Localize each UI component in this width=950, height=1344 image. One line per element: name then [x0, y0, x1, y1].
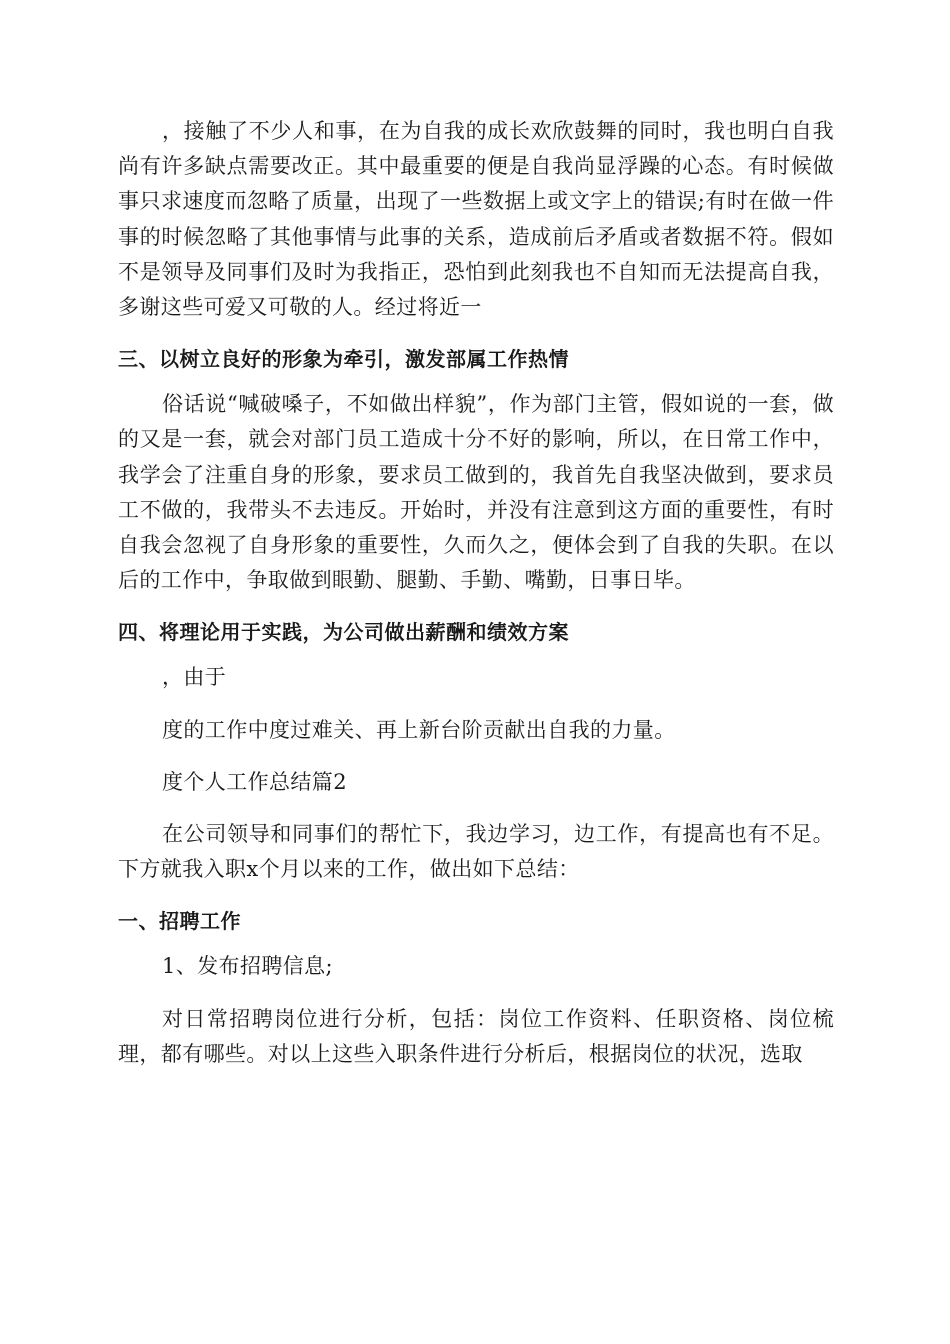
section-heading-4: 四、将理论用于实践，为公司做出薪酬和绩效方案 [118, 620, 569, 645]
article-subtitle: 度个人工作总结篇2 [162, 769, 347, 794]
document-page [118, 114, 834, 1072]
section-heading-3: 三、以树立良好的形象为牵引，激发部属工作热情 [118, 347, 569, 372]
section-heading-1: 一、招聘工作 [118, 909, 241, 934]
body-paragraph: 度的工作中度过难关、再上新台阶贡献出自我的力量。 [162, 717, 676, 742]
body-paragraph: ，由于 [162, 665, 227, 690]
list-item: 1、发布招聘信息; [162, 954, 334, 979]
body-paragraph: 对日常招聘岗位进行分析，包括：岗位工作资料、任职资格、岗位梳理，都有哪些。对以上这些入职条件进行分析后，根据岗位的状况，选取 [118, 1006, 834, 1066]
body-paragraph: 俗话说“喊破嗓子，不如做出样貌”，作为部门主管，假如说的一套，做的又是一套，就会对部门员工造成十分不好的影响，所以，在日常工作中，我学会了注重自身的形象，要求员工做到的，我首先自我坚决做到，要求员工不做的，我带头不去违反。开始时，并没有注意到这方面的重要性，有时自我会忽视了自身形象的重要性，久而久之，便体会到了自我的失职。在以后的工作中，争取做到眼勤、腿勤、手勤、嘴勤，日事日毕。 [118, 392, 834, 593]
body-paragraph: 在公司领导和同事们的帮忙下，我边学习，边工作，有提高也有不足。下方就我入职x个月以来的工作，做出如下总结： [118, 822, 834, 882]
body-paragraph: ，接触了不少人和事，在为自我的成长欢欣鼓舞的同时，我也明白自我尚有许多缺点需要改正。其中最重要的便是自我尚显浮躁的心态。有时候做事只求速度而忽略了质量，出现了一些数据上或文字上的错误;有时在做一件事的时候忽略了其他事情与此事的关系，造成前后矛盾或者数据不符。假如不是领导及同事们及时为我指正，恐怕到此刻我也不自知而无法提高自我，多谢这些可爱又可敬的人。经过将近一 [118, 119, 834, 320]
